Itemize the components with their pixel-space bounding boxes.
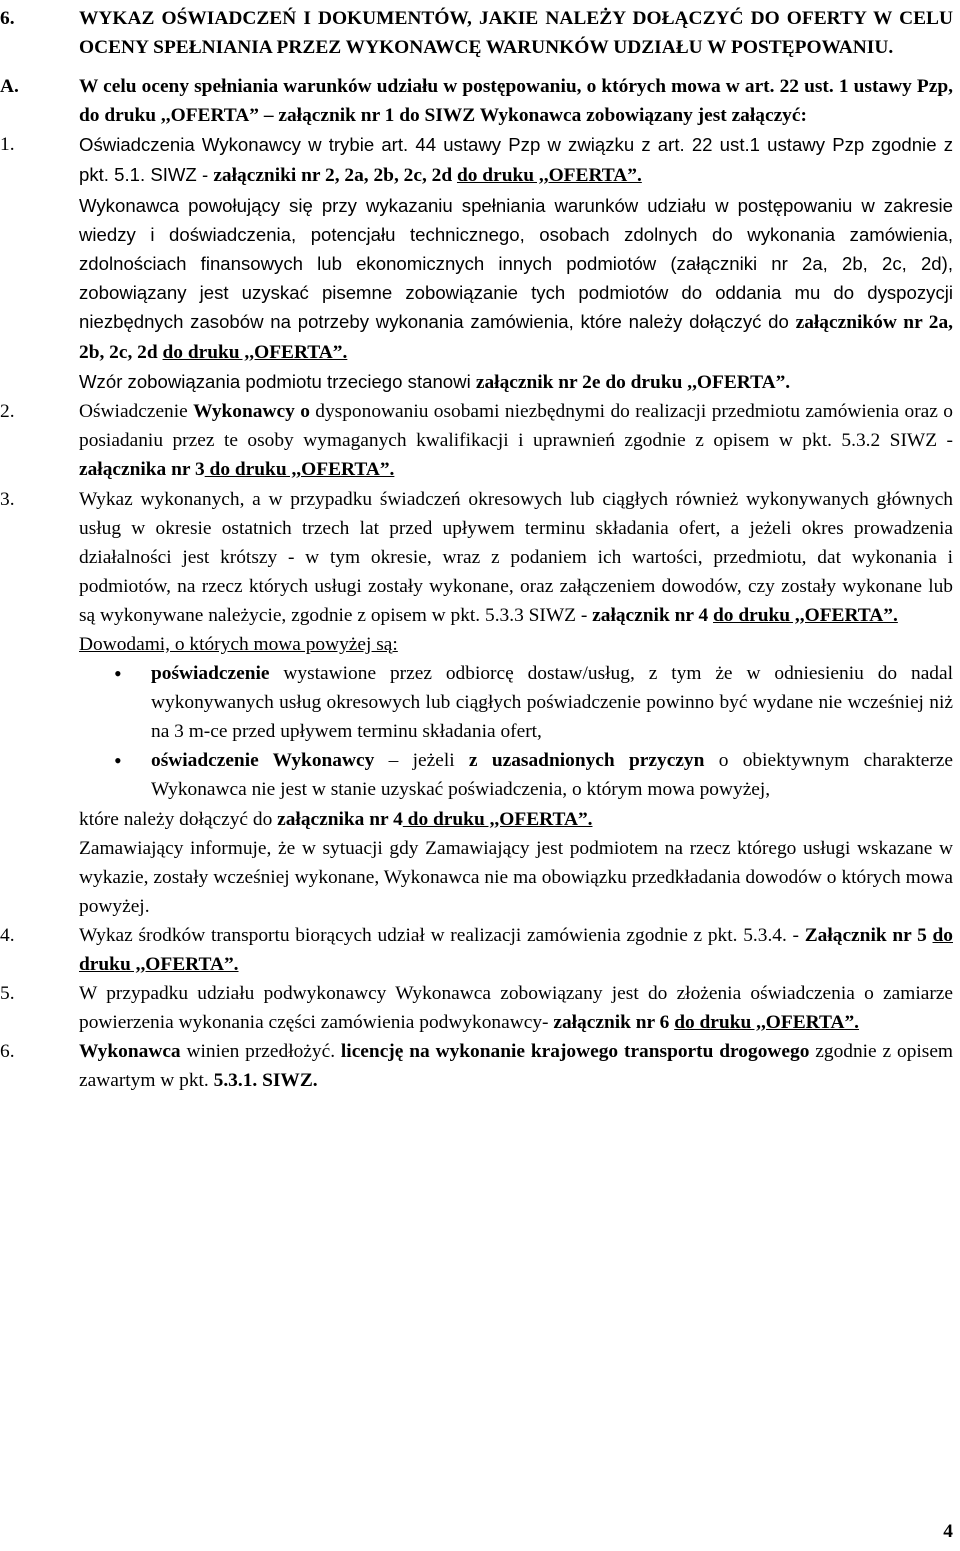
item-3-attachment-line: które należy dołączyć do załącznika nr 4 do druku ,,OFERTA”. <box>79 808 593 830</box>
item-1-text: Oświadczenia Wykonawcy w trybie art. 44 ustawy Pzp w związku z art. 22 ust.1 ustawy Pzp zgodnie z pkt. 5.1. SIWZ - załączniki nr 2, 2a, 2b, 2c, 2d do druku ,,OFERTA”. <box>79 134 953 187</box>
item-3 <box>0 485 953 630</box>
item-6-number: 6. <box>0 1041 15 1063</box>
item-4-text: Wykaz środków transportu biorących udział w realizacji zamówienia zgodnie z pkt. 5.3.4. - Załącznik nr 5 do druku ,,OFERTA”. <box>79 924 953 975</box>
part-a-label: A. <box>0 76 19 98</box>
evidence-heading: Dowodami, o których mowa powyżej są: <box>79 633 398 655</box>
item-5 <box>0 979 953 1037</box>
page-number: 4 <box>943 1521 953 1542</box>
item-1 <box>0 130 953 190</box>
bullet-icon: • <box>114 661 122 687</box>
part-a-text: W celu oceny spełniania warunków udziału w postępowaniu, o których mowa w art. 22 ust. 1 ustawy Pzp, do druku ,,OFERTA” – załącznik nr 1 do SIWZ Wykonawca zobowiązany jest załączyć: <box>79 76 953 127</box>
item-1-paragraph-3: Wzór zobowiązania podmiotu trzeciego stanowi załącznik nr 2e do druku ,,OFERTA”. <box>79 371 791 394</box>
section-title: WYKAZ OŚWIADCZEŃ I DOKUMENTÓW, JAKIE NALEŻY DOŁĄCZYĆ DO OFERTY W CELU OCENY SPEŁNIANIA PRZEZ WYKONAWCĘ WARUNKÓW UDZIAŁU W POSTĘPOWANIU. <box>79 8 953 59</box>
item-2-number: 2. <box>0 401 15 423</box>
evidence-item-text: poświadczenie wystawione przez odbiorcę dostaw/usług, z tym że w odniesieniu do nadal wykonywanych usług okresowych lub ciągłych poświadczenie powinno być wydane nie wcześniej niż na 3 m-ce przed upływem terminu składania ofert, <box>151 663 953 743</box>
item-1-number: 1. <box>0 134 15 156</box>
item-4 <box>0 921 953 979</box>
item-2-text: Oświadczenie Wykonawcy o dysponowaniu osobami niezbędnymi do realizacji przedmiotu zamówienia oraz o posiadaniu przez te osoby wymaganych kwalifikacji i uprawnień zgodnie z opisem w pkt. 5.3.2 SIWZ - załącznika nr 3 do druku ,,OFERTA”. <box>79 401 953 481</box>
section-number: 6. <box>0 8 15 29</box>
item-3-number: 3. <box>0 488 15 510</box>
bullet-icon: • <box>114 748 122 774</box>
evidence-list-item <box>114 659 953 746</box>
document-page <box>0 4 953 1095</box>
item-1-paragraph-2: Wykonawca powołujący się przy wykazaniu spełniania warunków udziału w postępowaniu w zakresie wiedzy i doświadczenia, potencjału technicznego, osobach zdolnych do wykonania zamówienia, zdolnościach finansowych lub ekonomicznych innych podmiotów (załączniki nr 2a, 2b, 2c, 2d), zobowiązany jest uzyskać pisemne zobowiązanie tych podmiotów do oddania mu do dyspozycji niezbędnych zasobów na potrzeby wykonania zamówienia, które należy dołączyć do załączników nr 2a, 2b, 2c, 2d do druku ,,OFERTA”. <box>79 194 954 364</box>
evidence-list-item <box>114 746 953 804</box>
item-6 <box>0 1037 953 1095</box>
item-2 <box>0 397 953 484</box>
item-6-text: Wykonawca winien przedłożyć. licencję na wykonanie krajowego transportu drogowego zgodnie z opisem zawartym w pkt. 5.3.1. SIWZ. <box>79 1041 954 1092</box>
item-5-number: 5. <box>0 983 15 1005</box>
part-a <box>0 72 953 130</box>
section-heading <box>0 4 953 62</box>
item-4-number: 4. <box>0 924 15 946</box>
item-5-text: W przypadku udziału podwykonawcy Wykonawca zobowiązany jest do złożenia oświadczenia o zamiarze powierzenia wykonania części zamówienia podwykonawcy- załącznik nr 6 do druku ,,OFERTA”. <box>79 983 953 1034</box>
item-3-text: Wykaz wykonanych, a w przypadku świadczeń okresowych lub ciągłych również wykonywanych głównych usług w okresie ostatnich trzech lat przed upływem terminu składania ofert, a jeżeli okres prowadzenia działalności jest krótszy - w tym okresie, wraz z podaniem ich wartości, przedmiotu, dat wykonania i podmiotów, na rzecz których usługi zostały wykonane, oraz załączeniem dowodów, czy zostały wykonane lub są wykonywane należycie, zgodnie z opisem w pkt. 5.3.3 SIWZ - załącznik nr 4 do druku ,,OFERTA”. <box>79 488 953 626</box>
evidence-item-text: oświadczenie Wykonawcy – jeżeli z uzasadnionych przyczyn o obiektywnym charakterze Wykonawca nie jest w stanie uzyskać poświadczenia, o którym mowa powyżej, <box>151 750 953 801</box>
item-3-note: Zamawiający informuje, że w sytuacji gdy Zamawiający jest podmiotem na rzecz którego usługi wskazane w wykazie, zostały wcześniej wykonane, Wykonawca nie ma obowiązku przedkładania dowodów o których mowa powyżej. <box>79 837 953 917</box>
